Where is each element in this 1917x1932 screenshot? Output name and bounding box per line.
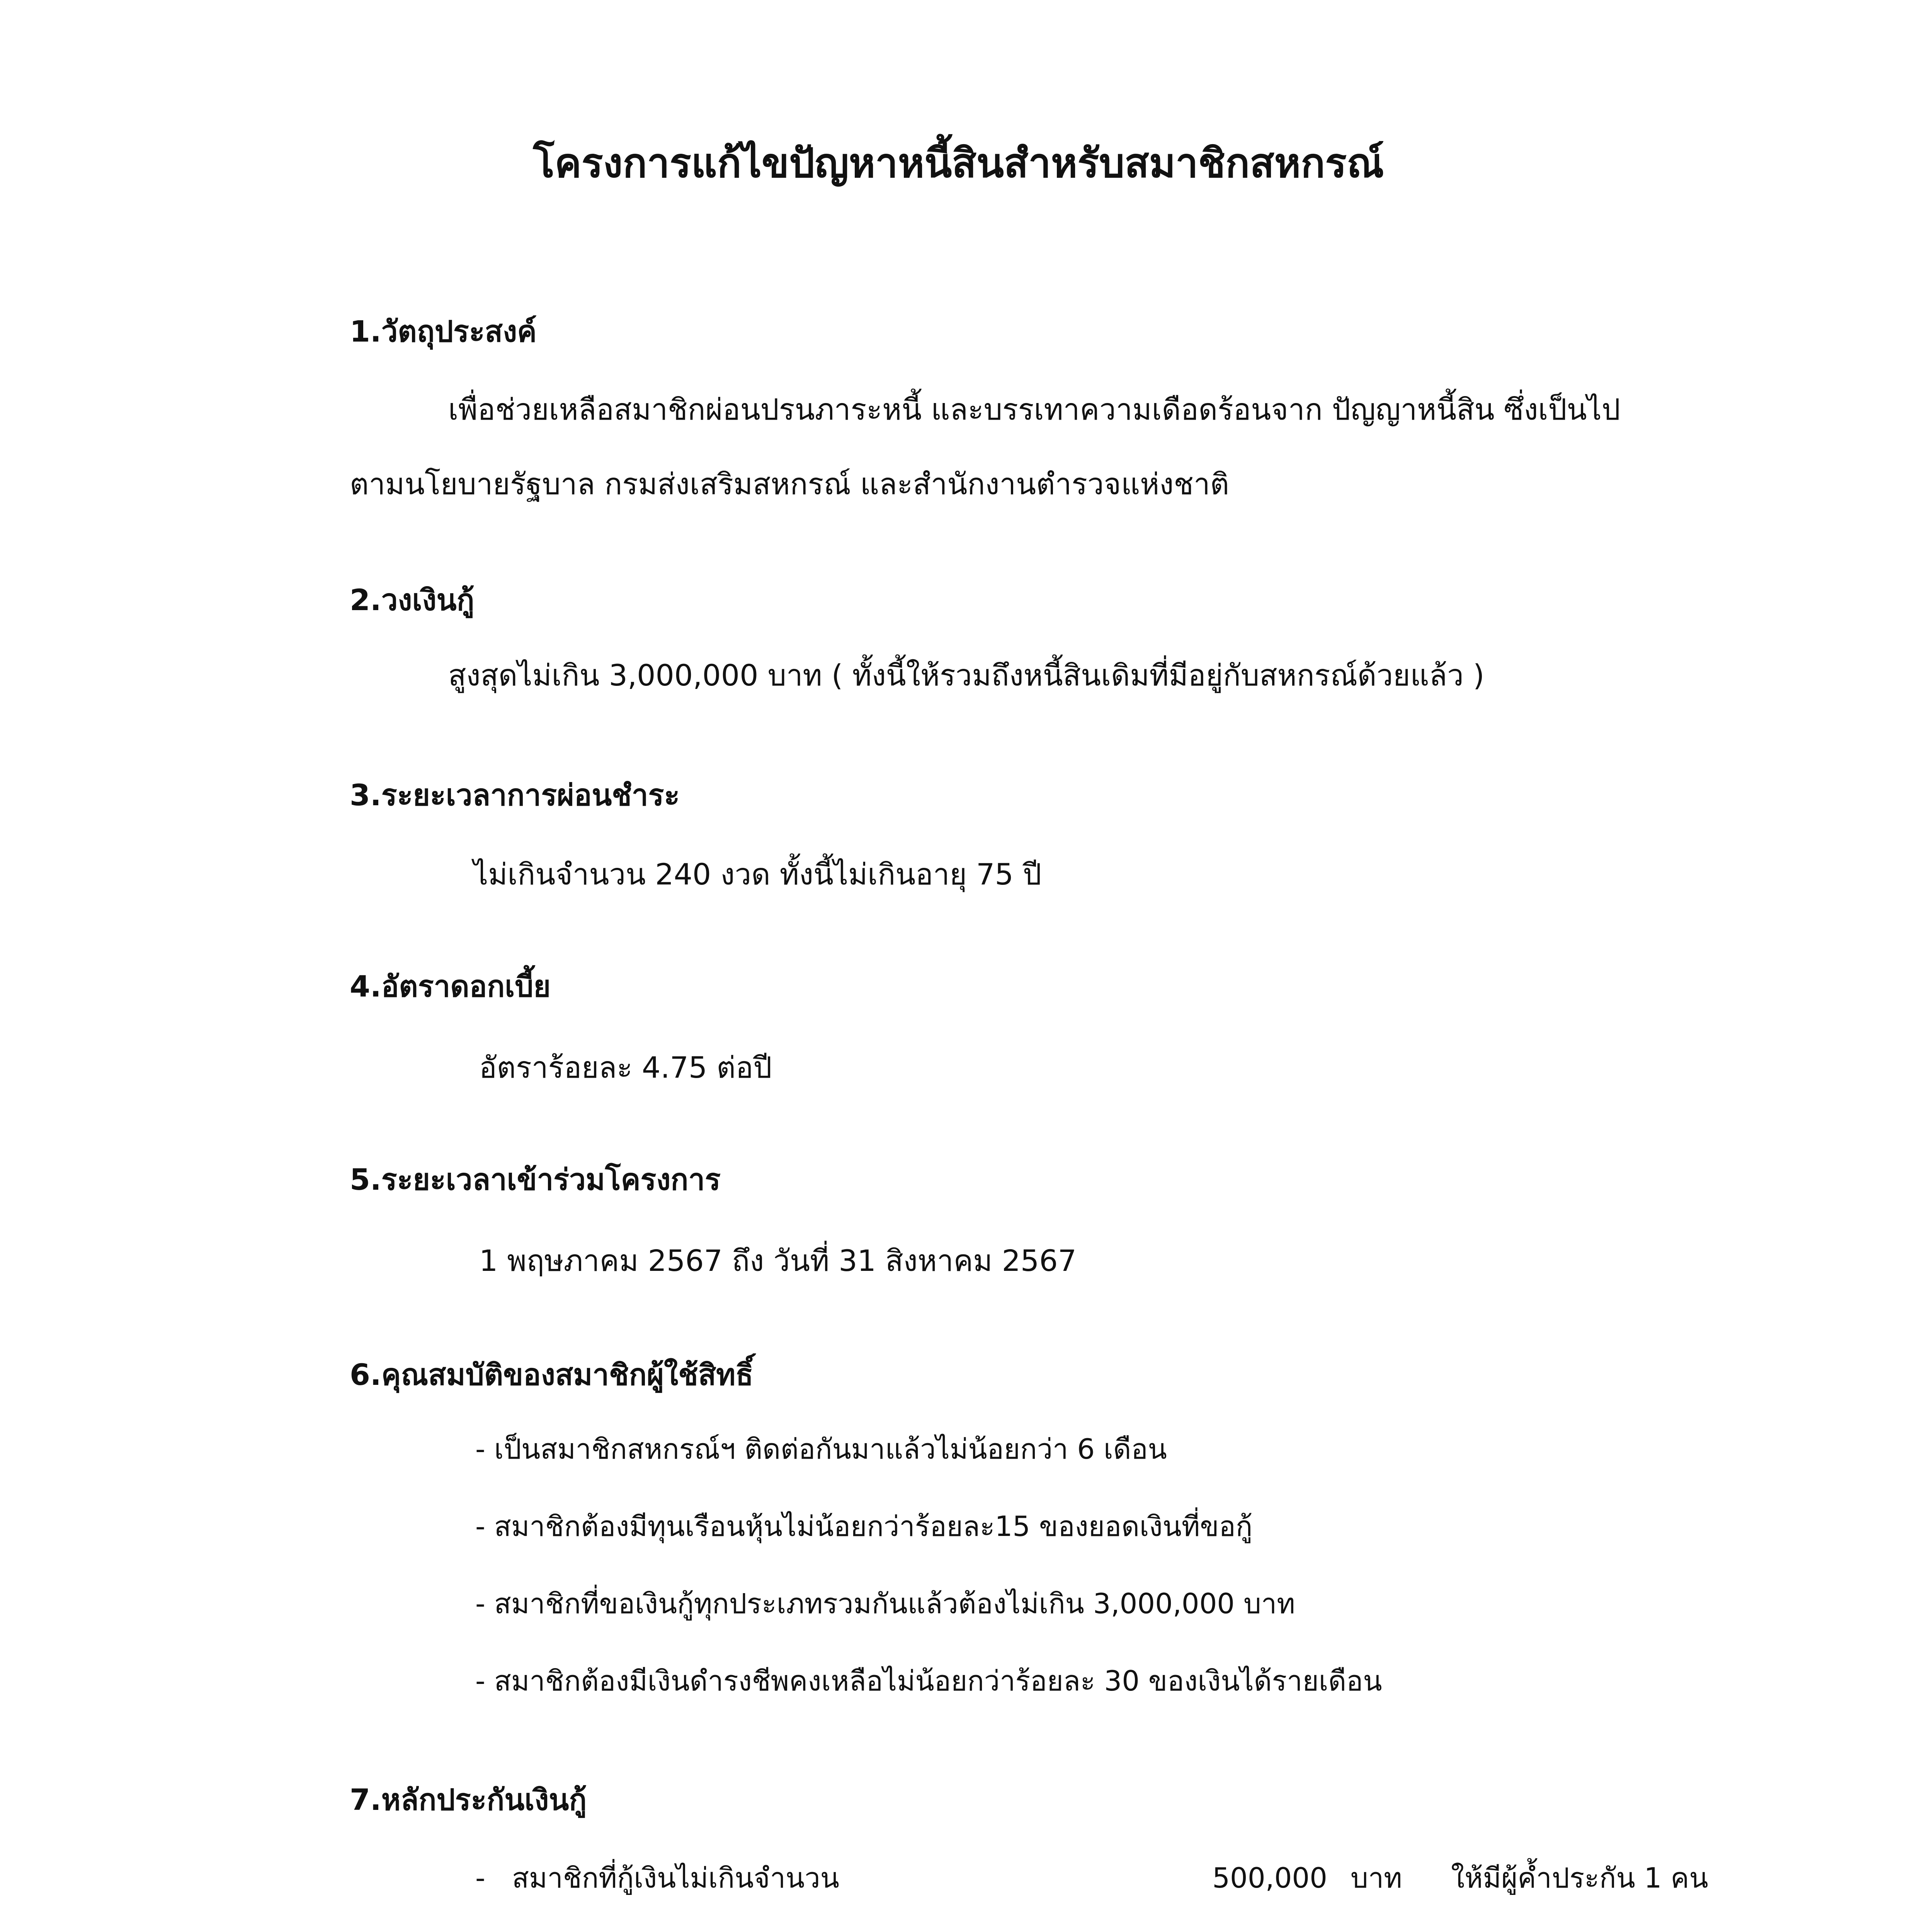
row-amount: 500,000	[1212, 1862, 1327, 1894]
section-5-line-1: 1 พฤษภาคม 2567 ถึง วันที่ 31 สิงหาคม 2567	[479, 1243, 1077, 1278]
section-5-heading: 5.ระยะเวลาเข้าร่วมโครงการ	[350, 1162, 721, 1197]
section-1-line-2: ตามนโยบายรัฐบาล กรมส่งเสริมสหกรณ์ และสำนักงานตำรวจแห่งชาติ	[350, 467, 1229, 501]
section-1-line-1: เพื่อช่วยเหลือสมาชิกผ่อนปรนภาระหนี้ และบรรเทาความเดือดร้อนจาก ปัญญาหนี้สิน ซึ่งเป็นไป	[448, 392, 1621, 427]
qualification-item: - เป็นสมาชิกสหกรณ์ฯ ติดต่อกันมาแล้วไม่น้อยกว่า 6 เดือน	[475, 1433, 1167, 1465]
row-label: สมาชิกที่กู้เงินไม่เกินจำนวน	[512, 1862, 839, 1894]
section-6-heading: 6.คุณสมบัติของสมาชิกผู้ใช้สิทธิ์	[350, 1357, 754, 1392]
row-dash: -	[475, 1862, 485, 1894]
section-3-heading: 3.ระยะเวลาการผ่อนชำระ	[350, 778, 680, 812]
qualification-item: - สมาชิกต้องมีเงินดำรงชีพคงเหลือไม่น้อยกว่าร้อยละ 30 ของเงินได้รายเดือน	[475, 1665, 1382, 1697]
qualification-item: - สมาชิกที่ขอเงินกู้ทุกประเภทรวมกันแล้วต้องไม่เกิน 3,000,000 บาท	[475, 1587, 1295, 1620]
row-unit: บาท	[1351, 1862, 1402, 1894]
row-condition: ให้มีผู้ค้ำประกัน 1 คน	[1451, 1862, 1708, 1894]
section-2-line-1: สูงสุดไม่เกิน 3,000,000 บาท ( ทั้งนี้ให้รวมถึงหนี้สินเดิมที่มีอยู่กับสหกรณ์ด้วยแล้ว )	[448, 658, 1485, 692]
qualification-item: - สมาชิกต้องมีทุนเรือนหุ้นไม่น้อยกว่าร้อยละ15 ของยอดเงินที่ขอกู้	[475, 1510, 1253, 1543]
collateral-row	[475, 1857, 1712, 1899]
page-title: โครงการแก้ไขปัญหาหนี้สินสำหรับสมาชิกสหกรณ์	[533, 139, 1384, 187]
section-4-heading: 4.อัตราดอกเบี้ย	[350, 969, 551, 1003]
section-7-heading: 7.หลักประกันเงินกู้	[350, 1782, 587, 1817]
section-2-heading: 2.วงเงินกู้	[350, 583, 475, 617]
section-1-heading: 1.วัตถุประสงค์	[350, 314, 537, 349]
section-3-line-1: ไม่เกินจำนวน 240 งวด ทั้งนี้ไม่เกินอายุ 75 ปี	[473, 857, 1042, 891]
section-4-line-1: อัตราร้อยละ 4.75 ต่อปี	[479, 1050, 772, 1085]
